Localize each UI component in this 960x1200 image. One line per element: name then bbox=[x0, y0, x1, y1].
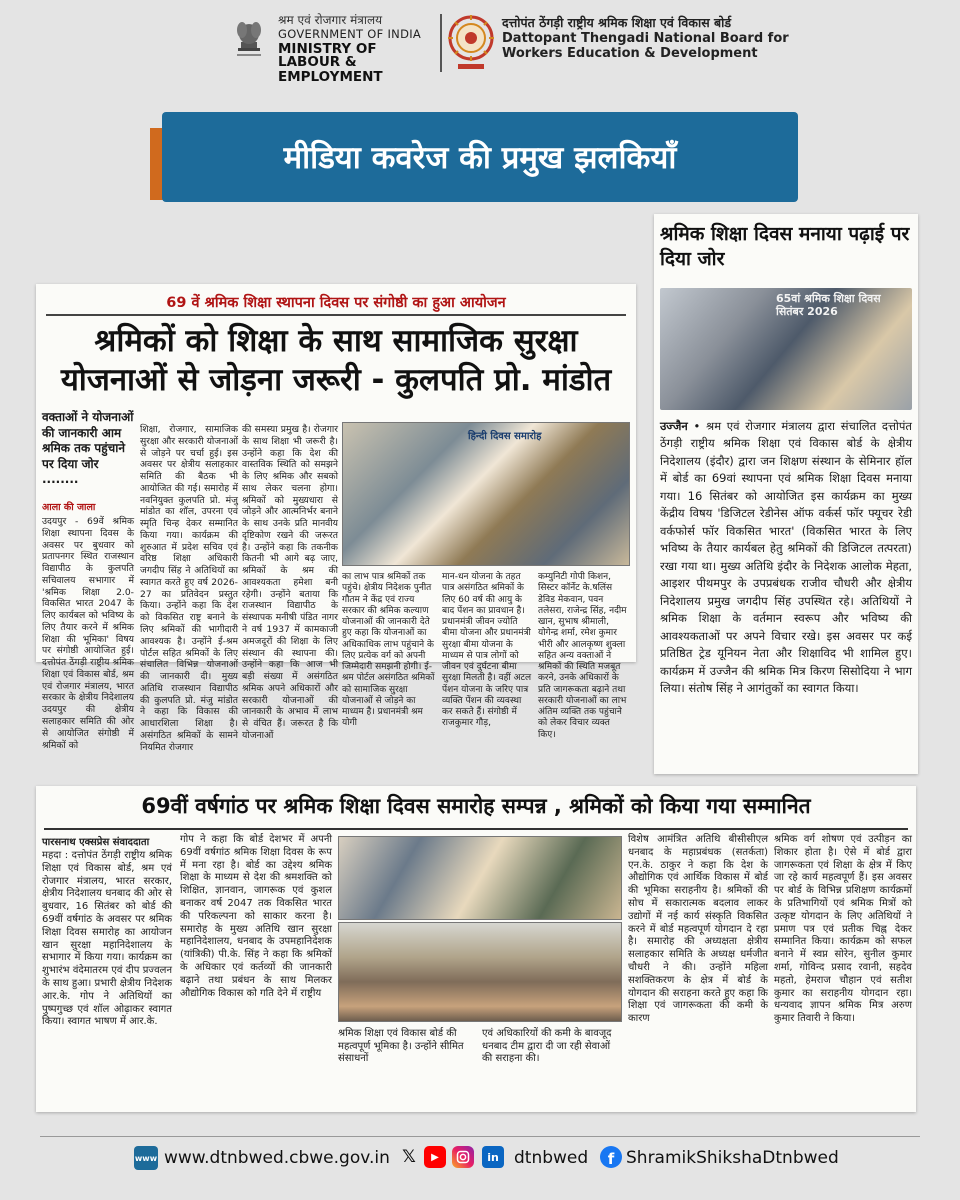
ashoka-emblem-icon bbox=[228, 12, 270, 64]
clip3-photo-caption-1: श्रमिक शिक्षा एवं विकास बोर्ड की महत्वपूर्ण भूमिका है। उन्होंने सीमित संसाधनों bbox=[338, 1028, 464, 1064]
clip1-side-headline: वक्ताओं ने योजनाओं की जानकारी आम श्रमिक तक पहुंचाने पर दिया जोर ........ bbox=[42, 410, 134, 487]
instagram-icon[interactable] bbox=[452, 1146, 474, 1168]
clip3-column-2: गोप ने कहा कि बोर्ड देशभर में अपनी 69वीं वर्षगांठ श्रमिक शिक्षा दिवस के रूप में मना रहा है। बोर्ड का उद्देश्य श्रमिक शिक्षा के माध्यम से देश की श्रमशक्ति को शिक्षित, ज्ञानवान, जागरूक एवं कुशल बनाकर वर्ष 2047 तक विकसित भारत की परिकल्पना को साकार करना है। समारोह के मुख्य अतिथि खान सुरक्षा महानिदेशालय, धनबाद के उपमहानिदेशक (यांत्रिकी) पी.के. सिंह ने कहा कि श्रमिकों के अधिकार एवं कर्तव्यों की जानकारी बढ़ाने तथा प्रबंधन के साथ मिलकर औद्योगिक विकास को गति देने में राष्ट्रीय bbox=[180, 834, 332, 999]
board-hindi: दत्तोपंत ठेंगड़ी राष्ट्रीय श्रमिक शिक्षा एवं विकास बोर्ड bbox=[502, 15, 732, 30]
ministry-name-2: EMPLOYMENT bbox=[278, 68, 383, 85]
clip2-photo-banner-text: 65वां श्रमिक शिक्षा दिवस सितंबर 2026 bbox=[776, 292, 881, 319]
clip2-headline: श्रमिक शिक्षा दिवस मनाया पढ़ाई पर दिया जोर bbox=[660, 223, 910, 270]
clip2-body: उज्जैन • श्रम एवं रोजगार मंत्रालय द्वारा संचालित दत्तोपंत ठेंगड़ी राष्ट्रीय श्रमिक शिक्षा एवं विकास बोर्ड के क्षेत्रीय निदेशालय (इंदौर) द्वारा जन शिक्षण संस्थान के सेमिनार हॉल में बोर्ड का 69वां स्थापना एवं श्रमिक शिक्षा दिवस मनाया गया। 16 सितंबर को आयोजित इस कार्यक्रम का मुख्य केंद्रीय विषय 'डिजिटल रेडीनेस ऑफ वर्कर्स फॉर फ्यूचर रेडी वर्कफोर्स फॉर विकसित भारत' (विकसित भारत के लिए भविष्य के तैयार कार्यबल हेतु श्रमिकों की डिजिटल तत्परता) रखा गया था। मुख्य अतिथि इंदौर के निदेशक आलोक मेहता, आइशर पीथमपुर के उपप्रबंधक राजीव चौधरी और क्षेत्रीय निदेशालय प्रमुख जगदीप सिंह उपस्थित रहे। अतिथियों ने श्रमिक शिक्षा के वर्तमान स्वरूप और भविष्य की आवश्यकताओं पर अपने विचार रखे। इस अवसर पर कई प्रतिष्ठित ट्रेड यूनियन नेता और शिक्षाविद भी शामिल हुए। कार्यक्रम में उज्जैन की श्रमिक मित्र किरण सिसोदिया ने भाग लिया। संतोष सिंह ने आगंतुकों का स्वागत किया। bbox=[660, 419, 912, 696]
clip3-photo-group bbox=[338, 922, 622, 1022]
clip1-headline-line-1: श्रमिकों को शिक्षा के साथ सामाजिक सुरक्षा bbox=[94, 323, 578, 359]
clip3-photo-award bbox=[338, 836, 622, 920]
facebook-page-link[interactable]: ShramikShikshaDtnbwed bbox=[626, 1148, 839, 1168]
clip2-body-text: श्रम एवं रोजगार मंत्रालय द्वारा संचालित दत्तोपंत ठेंगड़ी राष्ट्रीय श्रमिक शिक्षा एवं विकास बोर्ड के क्षेत्रीय निदेशालय (इंदौर) द्वारा जन शिक्षण संस्थान के सेमिनार हॉल में बोर्ड का 69वां स्थापना एवं श्रमिक शिक्षा दिवस मनाया गया। 16 सितंबर को आयोजित इस कार्यक्रम का मुख्य केंद्रीय विषय 'डिजिटल रेडीनेस ऑफ वर्कर्स फॉर फ्यूचर रेडी वर्कफोर्स फॉर विकसित भारत' (विकसित भारत के लिए भविष्य के तैयार कार्यबल हेतु श्रमिकों की डिजिटल तत्परता) रखा गया था। मुख्य अतिथि इंदौर के निदेशक आलोक मेहता, आइशर पीथमपुर के उपप्रबंधक राजीव चौधरी और क्षेत्रीय निदेशालय प्रमुख जगदीप सिंह उपस्थित रहे। अतिथियों ने श्रमिक शिक्षा के वर्तमान स्वरूप और भविष्य की आवश्यकताओं पर अपने विचार रखे। इस अवसर पर कई प्रतिष्ठित ट्रेड यूनियन नेता और शिक्षाविद भी शामिल हुए। कार्यक्रम में उज्जैन की श्रमिक मित्र किरण सिसोदिया ने भाग लिया। संतोष सिंह ने आगंतुकों का स्वागत किया। bbox=[660, 419, 912, 696]
social-handle[interactable]: dtnbwed bbox=[514, 1148, 589, 1168]
board-logo-icon bbox=[446, 12, 496, 72]
clip1-column-1: उदयपुर - 69वें श्रमिक शिक्षा स्थापना दिवस के अवसर पर बुधवार को प्रतापनगर स्थित राजस्थान विद्यापीठ के कुलपति सचिवालय सभागार में 'श्रमिक शिक्षा 2.0- विकसित भारत 2047 के लिए कार्यबल को भविष्य के लिए तैयार करने में श्रमिक शिक्षा की भूमिका' विषय पर संगोष्ठी आयोजित हुई। दत्तोपंत ठेंगड़ी राष्ट्रीय श्रमिक शिक्षा एवं विकास बोर्ड, श्रम एवं रोजगार मंत्रालय, भारत सरकार के क्षेत्रीय निदेशालय उदयपुर की क्षेत्रीय सलाहकार समिति की ओर से आयोजित संगोष्ठी में श्रमिकों को bbox=[42, 516, 134, 751]
banner-title: मीडिया कवरेज की प्रमुख झलकियाँ bbox=[283, 140, 677, 176]
ministry-block bbox=[278, 14, 438, 84]
clip1-photo bbox=[342, 422, 630, 566]
linkedin-icon[interactable]: in bbox=[482, 1146, 504, 1168]
clip1-eyebrow: 69 वें श्रमिक शिक्षा स्थापना दिवस पर संगोष्ठी का हुआ आयोजन bbox=[166, 295, 506, 311]
clip1-column-2: शिक्षा, रोजगार, सामाजिक सुरक्षा और सरकारी योजनाओं से जोड़ने पर चर्चा हुई। इस अवसर पर क्षेत्रीय सलाहकार समिति की बैठक भी आयोजित की गई। समारोह में नवनियुक्त कुलपति प्रो. मंजु मांडोत का शॉल, उपरना एवं स्मृति चिन्ह देकर सम्मानित किया गया। कार्यक्रम की शुरुआत में प्रदेश सचिव एवं वरिष्ठ शिक्षा अधिकारी जगदीप सिंह ने अतिथियों का स्वागत करते हुए वर्ष 2026-27 का प्रतिवेदन प्रस्तुत किया। उन्होंने कहा कि देश को विकसित राष्ट्र बनाने के लिए श्रमिकों की भागीदारी आवश्यक है। उन्होंने ई-श्रम पोर्टल सहित श्रमिकों के लिए संचालित विभिन्न योजनाओं की जानकारी दी। मुख्य अतिथि राजस्थान विद्यापीठ की कुलपति प्रो. मंजु मांडोत ने कहा कि विकास की आधारशिला शिक्षा है। असंगठित श्रमिकों के सामने नियमित रोजगार bbox=[140, 424, 238, 753]
clip1-column-4: का लाभ पात्र श्रमिकों तक पहुंचे। क्षेत्रीय निदेशक पुनीत गौतम ने केंद्र एवं राज्य सरकार की श्रमिक कल्याण योजनाओं की जानकारी देते हुए कहा कि योजनाओं का अधिकाधिक लाभ पहुंचाने के लिए प्रत्येक वर्ग को अपनी जिम्मेदारी समझनी होगी। ई-श्रम पोर्टल असंगठित श्रमिकों को सामाजिक सुरक्षा योजनाओं से जोड़ने का माध्यम है। प्रधानमंत्री श्रम योगी bbox=[342, 572, 435, 729]
clip1-column-6: कम्युनिटी गोपी किशन, सिस्टर कॉर्नेट के.षलिंस डेविड मेकवान, पवन तलेसरा, राजेन्द्र सिंह, नदीम खान, सुभाष श्रीमाली, योगेन्द्र शर्मा, रमेश कुमार भीरी और आलकृष्ण शुक्ला सहित अन्य वक्ताओं ने श्रमिकों की स्थिति मजबूत करने, उनके अधिकारों के प्रति जागरूकता बढ़ाने तथा सरकारी योजनाओं का लाभ अंतिम व्यक्ति तक पहुंचाने को लेकर विचार व्यक्त किए। bbox=[538, 572, 627, 740]
clip1-byline: आला की जाला bbox=[42, 502, 96, 513]
clip1-photo-label: हिन्दी दिवस समारोह bbox=[468, 431, 542, 442]
clip3-column-3: विशेष आमंत्रित अतिथि बीसीसीएल धनबाद के महाप्रबंधक (सतर्कता) एन.के. ठाकुर ने कहा कि देश के औद्योगिक एवं आर्थिक विकास में बोर्ड की भूमिका सराहनीय है। श्रमिकों की सोच में सकारात्मक बदलाव लाकर उद्योगों में नई कार्य संस्कृति विकसित करने में बोर्ड महत्वपूर्ण योगदान दे रहा है। समारोह की अध्यक्षता क्षेत्रीय सलाहकार समिति के अध्यक्ष धर्मजीत चौधरी ने की। उन्होंने महिला सशक्तिकरण के क्षेत्र में बोर्ड के योगदान की सराहना करते हुए कहा कि शिक्षा एवं जागरूकता की कमी के कारण bbox=[628, 834, 768, 1025]
clip3-byline: पारसनाथ एक्सप्रेस संवाददाता bbox=[42, 837, 150, 848]
board-block bbox=[502, 16, 942, 61]
clip1-rule bbox=[46, 314, 626, 316]
clip1-column-5: मान-धन योजना के तहत पात्र असंगठित श्रमिकों के लिए 60 वर्ष की आयु के बाद पेंशन का प्रावधान है। प्रधानमंत्री जीवन ज्योति बीमा योजना और प्रधानमंत्री सुरक्षा बीमा योजना के माध्यम से पात्र लोगों को जीवन एवं दुर्घटना बीमा सुरक्षा मिलती है। वहीं अटल पेंशन योजना के जरिए पात्र व्यक्ति पेंशन की व्यवस्था कर सकते हैं। संगोष्ठी में राजकुमार गौड़, bbox=[442, 572, 532, 729]
ministry-name-1: MINISTRY OF LABOUR & bbox=[278, 40, 377, 70]
clip3-headline: 69वीं वर्षगांठ पर श्रमिक शिक्षा दिवस समारोह सम्पन्न , श्रमिकों को किया गया सम्मानित bbox=[141, 794, 811, 818]
youtube-icon[interactable]: ▶ bbox=[424, 1146, 446, 1168]
clip3-column-4: श्रमिक वर्ग शोषण एवं उत्पीड़न का शिकार होता है। ऐसे में बोर्ड द्वारा जागरूकता एवं शिक्षा के क्षेत्र में किए जा रहे कार्य महत्वपूर्ण हैं। इस अवसर पर बोर्ड के विभिन्न प्रशिक्षण कार्यक्रमों के प्रतिभागियों एवं श्रमिक मित्रों को उत्कृष्ट योगदान के लिए अतिथियों ने प्रमाण पत्र एवं प्रतीक चिह्न देकर सम्मानित किया। कार्यक्रम को सफल बनाने में स्वप्न सोरेन, सुनील कुमार शर्मा, गोविन्द प्रसाद रवानी, सहदेव महतो, हेमराज चौहान एवं सतीश कुमार का सराहनीय योगदान रहा। धन्यवाद ज्ञापन श्रमिक मित्र अरुण कुमार तिवारी ने किया। bbox=[774, 834, 912, 1025]
clip3-rule bbox=[44, 828, 908, 830]
clip2-dateline: उज्जैन bbox=[660, 419, 688, 433]
clip1-headline bbox=[40, 322, 632, 400]
globe-icon: www bbox=[134, 1146, 158, 1170]
clip3-column-1: महदा : दत्तोपंत ठेंगड़ी राष्ट्रीय श्रमिक शिक्षा एवं विकास बोर्ड, श्रम एवं रोजगार मंत्रालय, भारत सरकार, क्षेत्रीय निदेशालय धनबाद की ओर से बुधवार, 16 सितंबर को बोर्ड की 69वीं वर्षगांठ के अवसर पर श्रमिक शिक्षा दिवस समारोह का आयोजन खान सुरक्षा महानिदेशालय के सभागार में किया गया। कार्यक्रम का शुभारंभ वंदेमातरम एवं दीप प्रज्वलन के साथ हुआ। प्रभारी क्षेत्रीय निदेशक आर.के. गोप ने अतिथियों का पुष्पगुच्छ एवं शॉल ओढ़ाकर स्वागत किया। स्वागत भाषण में आर.के. bbox=[42, 850, 172, 1028]
x-icon[interactable]: 𝕏 bbox=[402, 1147, 416, 1167]
clip1-column-3: की समस्या प्रमुख है। रोजगार के साथ शिक्षा भी जरूरी है। उन्होंने कहा कि देश की वास्तविक स्थिति को समझने के लिए श्रमिक और सबको साथ लेकर चलना होगा। श्रमिकों को मुख्यधारा से जोड़ने और आत्मनिर्भर बनाने के साथ उनके प्रति मानवीय दृष्टिकोण रखने की जरूरत है। उन्होंने कहा कि तकनीक कितनी भी आगे बढ़ जाए, श्रमिकों के श्रम की आवश्यकता हमेशा बनी रहेगी। उन्होंने बताया कि राजस्थान विद्यापीठ के संस्थापक मनीषी पंडित नागर ने वर्ष 1937 में कामकाजी अमजदूरों की शिक्षा के लिए संस्थान की स्थापना की। उन्होंने कहा कि आज भी बड़ी संख्या में असंगठित श्रमिक अपने अधिकारों और सरकारी योजनाओं की जानकारी के अभाव में लाभ से वंचित हैं। जरूरत है कि योजनाओं bbox=[242, 424, 338, 741]
ministry-govt: GOVERNMENT OF INDIA bbox=[278, 27, 422, 41]
website-link[interactable]: www.dtnbwed.cbwe.gov.in bbox=[164, 1148, 390, 1168]
clip3-photo-caption-2: एवं अधिकारियों की कमी के बावजूद धनबाद टीम द्वारा दी जा रही सेवाओं की सराहना की। bbox=[482, 1028, 612, 1064]
board-english: Dattopant Thengadi National Board for Workers Education & Development bbox=[502, 31, 789, 61]
header-divider bbox=[440, 14, 442, 72]
footer-separator bbox=[40, 1136, 920, 1137]
facebook-icon[interactable]: f bbox=[600, 1146, 622, 1168]
ministry-hindi: श्रम एवं रोजगार मंत्रालय bbox=[278, 13, 383, 27]
clip1-headline-line-2: योजनाओं से जोड़ना जरूरी - कुलपति प्रो. मांडोत bbox=[60, 361, 612, 398]
